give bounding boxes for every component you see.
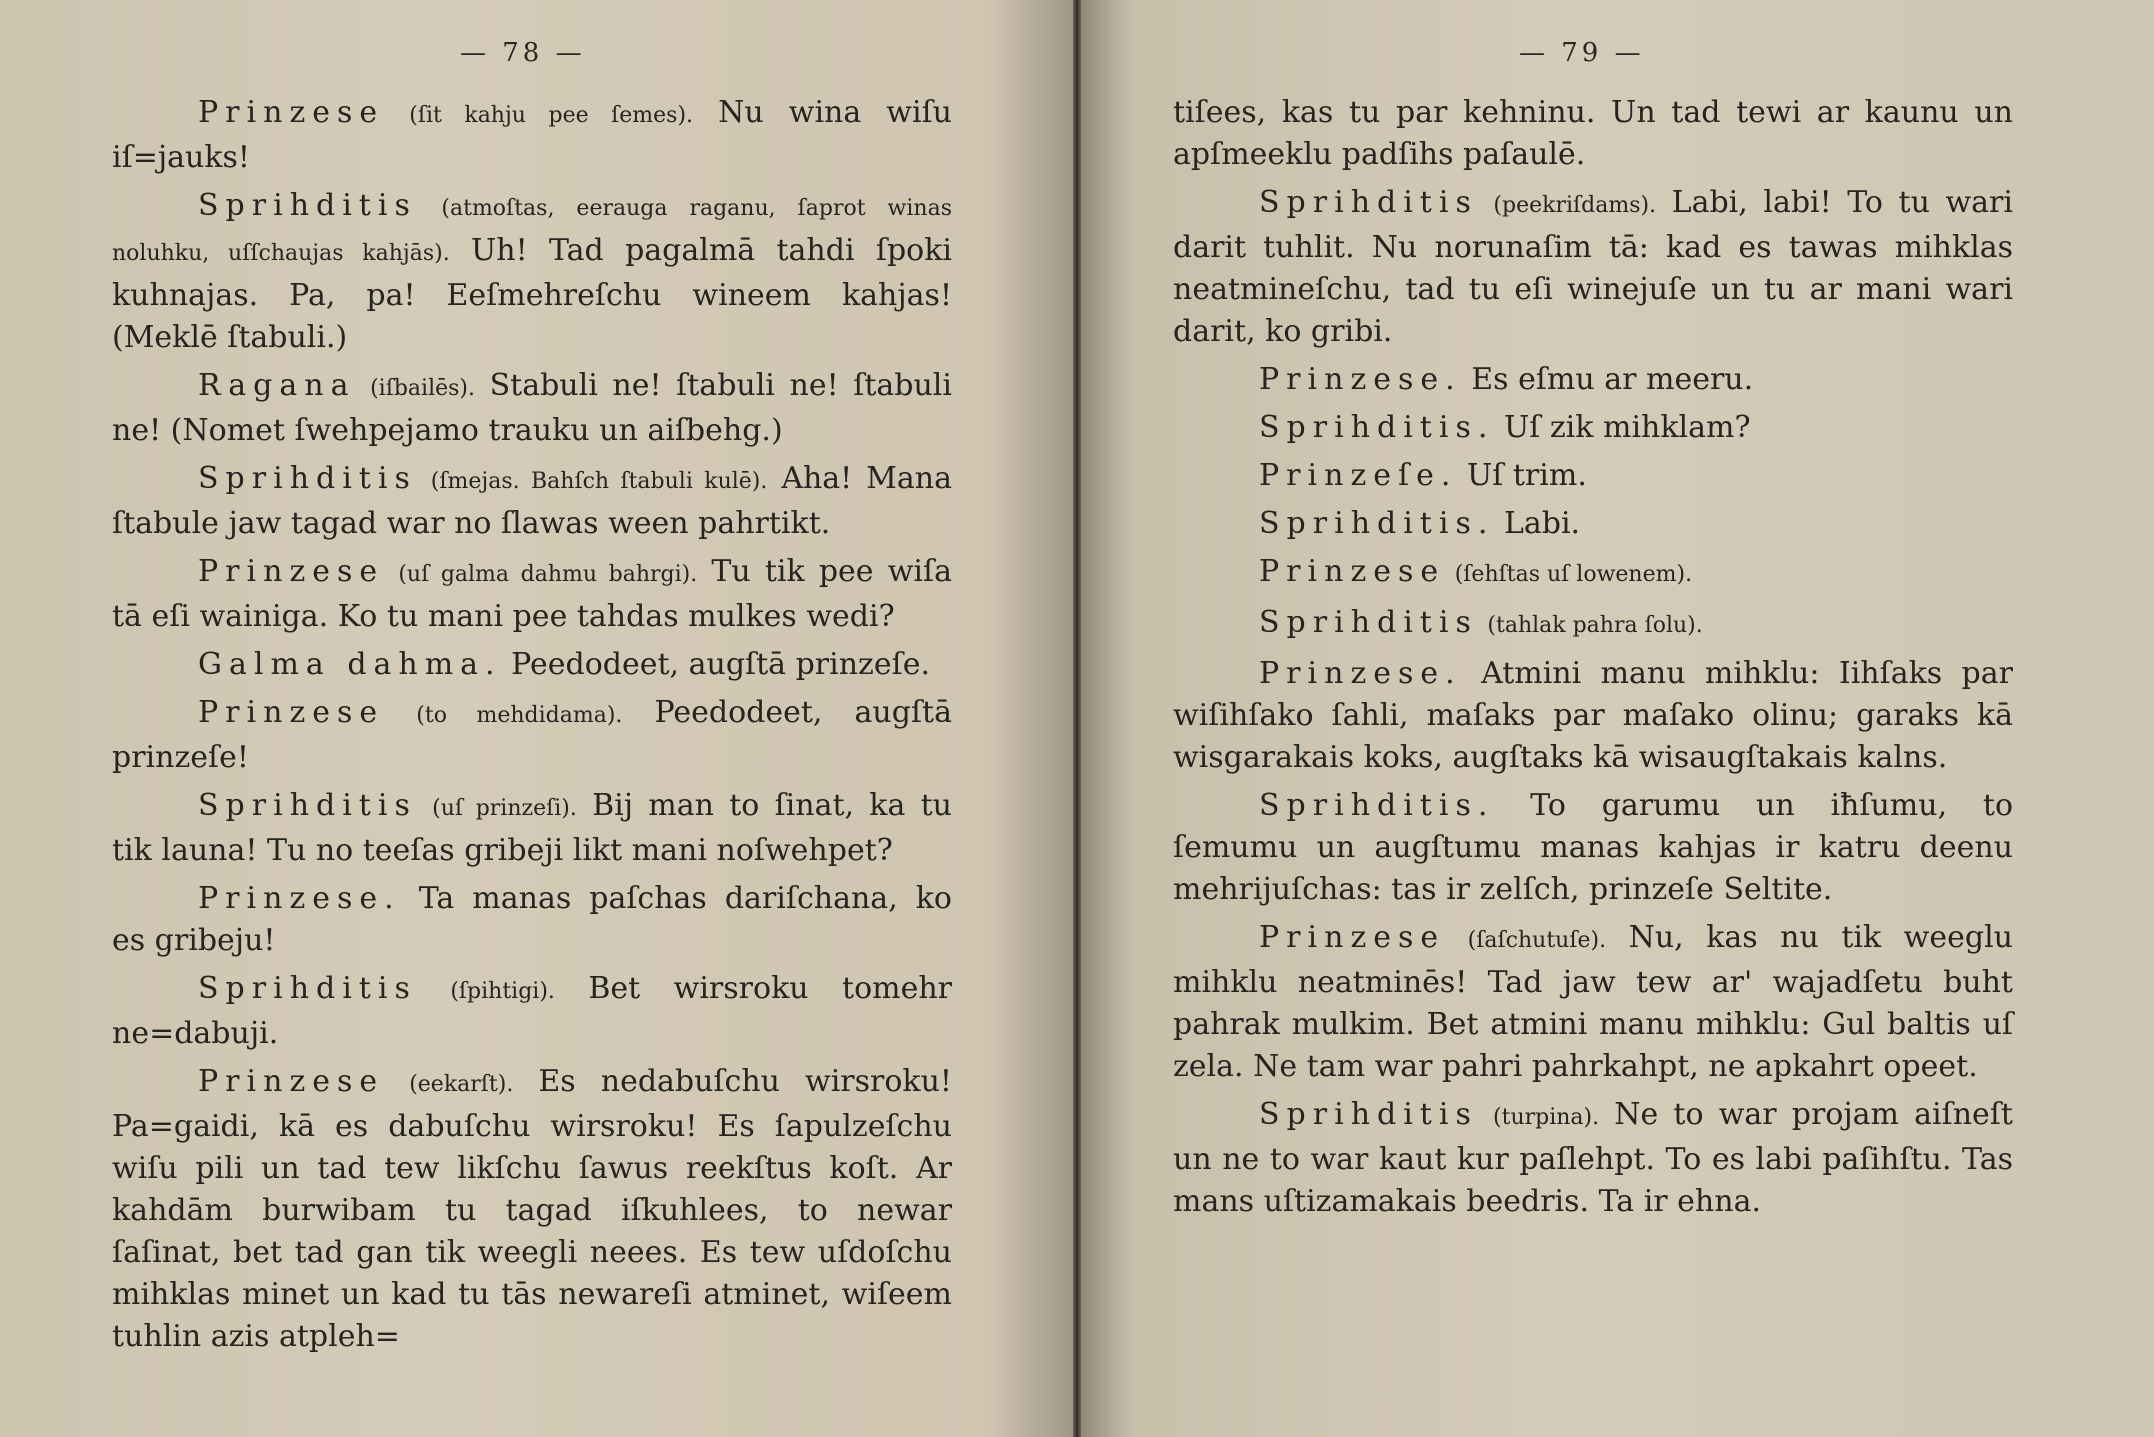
page-text: [1173, 92, 2013, 1229]
dialogue-paragraph: [112, 92, 952, 179]
dialogue-text: Peedodeet, augſtā prinzeſe!: [112, 695, 952, 775]
stage-direction: (eekarſt).: [409, 1072, 514, 1097]
dialogue-text: Uh! Tad pagalmā tahdi ſpoki kuhnajas. Pa, pa! Eeſmehreſchu wineem kahjas! (Meklē ſtabuli.): [112, 233, 952, 355]
dialogue-paragraph: [112, 692, 952, 779]
stage-direction: (tahlak pahra ſolu).: [1487, 613, 1703, 638]
dialogue-text: Ta manas paſchas dariſchana, ko es gribeju!: [112, 881, 952, 958]
stage-direction: (atmoſtas, eerauga raganu, ſaprot winas noluhku, uſſchaujas kahjās).: [112, 196, 952, 266]
dialogue-text: Stabuli ne! ſtabuli ne! ſtabuli ne! (Nomet ſwehpejamo trauku un aiſbehg.): [112, 368, 952, 448]
speaker-name: Galma dahma.: [198, 647, 502, 682]
speaker-name: Prinzese.: [1259, 362, 1462, 397]
dialogue-text: Bij man to ſinat, ka tu tik launa! Tu no teeſas gribeji likt mani noſwehpet?: [112, 788, 952, 868]
page-number: — 79 —: [1519, 38, 1645, 68]
stage-direction: (ſaſchutuſe).: [1467, 928, 1607, 953]
dialogue-paragraph: [112, 878, 952, 962]
speaker-name: Sprihditis: [1259, 1097, 1478, 1132]
dialogue-paragraph: [112, 365, 952, 452]
dialogue-paragraph: [112, 551, 952, 638]
stage-direction: (ſmejas. Bahſch ſtabuli kulē).: [430, 469, 768, 494]
dialogue-text: To garumu un iħſumu, to ſemumu un augſtumu manas kahjas ir katru deenu mehrijuſchas: tas ir zelſch, prinzeſe Seltite.: [1173, 788, 2014, 907]
dialogue-paragraph: [112, 968, 952, 1055]
dialogue-text: Uſ zik mihklam?: [1503, 410, 1751, 445]
speaker-name: Sprihditis: [1259, 185, 1478, 220]
dialogue-paragraph: [1173, 503, 2013, 545]
speaker-name: Prinzeſe.: [1259, 458, 1458, 493]
dialogue-paragraph: [112, 644, 952, 686]
speaker-name: Prinzese: [1259, 554, 1446, 589]
stage-direction: (to mehdidama).: [416, 703, 623, 728]
dialogue-paragraph: [1173, 407, 2013, 449]
stage-direction: (uſ galma dahmu bahrgi).: [398, 562, 698, 587]
dialogue-paragraph: [1173, 359, 2013, 401]
dialogue-text: Nu, kas nu tik weeglu mihklu neatminēs! Tad jaw tew ar' wajadſetu buht pahrak mulkim. Bet atmini manu mihklu: Gul baltis uſ zela. Ne tam war pahri pahrkahpt, ne apkahrt opeet.: [1173, 920, 2013, 1084]
dialogue-paragraph: [1173, 917, 2013, 1088]
speaker-name: Ragana: [198, 368, 356, 403]
stage-direction: (ſehſtas uſ lowenem).: [1454, 562, 1693, 587]
speaker-name: Prinzese: [198, 554, 385, 589]
dialogue-paragraph: [1173, 92, 2013, 176]
speaker-name: Prinzese: [1259, 920, 1446, 955]
dialogue-text: tiſees, kas tu par kehninu. Un tad tewi ar kaunu un apſmeeklu padſihs paſaulē.: [1173, 95, 2013, 172]
dialogue-text: Peedodeet, augſtā prinzeſe.: [511, 647, 931, 682]
speaker-name: Prinzese.: [198, 881, 401, 916]
dialogue-text: Es eſmu ar meeru.: [1471, 362, 1754, 397]
page-number: — 78 —: [460, 38, 586, 68]
dialogue-text: Bet wirsroku tomehr ne=dabuji.: [112, 971, 952, 1051]
dialogue-paragraph: [112, 785, 952, 872]
stage-direction: (uſ prinzeſi).: [432, 796, 577, 821]
dialogue-paragraph: [1173, 653, 2013, 779]
dialogue-paragraph: [1173, 182, 2013, 353]
dialogue-text: Uſ trim.: [1466, 458, 1587, 493]
speaker-name: Prinzese: [198, 695, 385, 730]
page-left: [0, 0, 1075, 1437]
stage-direction: (ſit kahju pee ſemes).: [409, 103, 694, 128]
speaker-name: Sprihditis: [198, 188, 417, 223]
dialogue-text: Atmini manu mihklu: Iihſaks par wiſihſako ſahli, maſaks par maſako olinu; garaks kā wisgarakais koks, augſtaks kā wisaugſtakais kalns.: [1173, 656, 2013, 775]
speaker-name: Sprihditis.: [1259, 410, 1495, 445]
dialogue-paragraph: [112, 1061, 952, 1358]
dialogue-paragraph: [1173, 785, 2013, 911]
dialogue-text: Es nedabuſchu wirsroku! Pa=gaidi, kā es dabuſchu wirsroku! Es ſapulzeſchu wiſu pili un tad tew likſchu ſawus reekſtus koſt. Ar kahdām burwibam tu tagad iſkuhlees, to newar ſaſinat, bet tad gan tik weegli neees. Es tew uſdoſchu mihklas minet un kad tu tās newareſi atminet, wiſeem tuhlin azis atpleh=: [112, 1064, 952, 1354]
page-right: [1079, 0, 2154, 1437]
speaker-name: Sprihditis: [198, 971, 417, 1006]
speaker-name: Sprihditis.: [1259, 788, 1495, 823]
stage-direction: (turpina).: [1493, 1105, 1600, 1130]
dialogue-text: Nu wina wiſu iſ=jauks!: [112, 95, 953, 175]
stage-direction: (peekriſdams).: [1493, 193, 1657, 218]
speaker-name: Sprihditis: [198, 461, 417, 496]
stage-direction: (ſpihtigi).: [450, 979, 555, 1004]
dialogue-text: Labi, labi! To tu wari darit tuhlit. Nu norunaſim tā: kad es tawas mihklas neatmineſchu, tad tu eſi winejuſe un tu ar mani wari darit, ko gribi.: [1173, 185, 2013, 349]
book-gutter: [1073, 0, 1081, 1437]
dialogue-paragraph: [112, 185, 952, 359]
speaker-name: Sprihditis.: [1259, 506, 1495, 541]
stage-direction: (iſbailēs).: [370, 376, 475, 401]
dialogue-text: Ne to war projam aiſneſt un ne to war kaut kur paſlehpt. To es labi paſihſtu. Tas mans uſtizamakais beedris. Ta ir ehna.: [1173, 1097, 2013, 1219]
dialogue-text: Aha! Mana ſtabule jaw tagad war no ſlawas ween pahrtikt.: [112, 461, 952, 541]
speaker-name: Sprihditis: [198, 788, 417, 823]
dialogue-paragraph: [112, 458, 952, 545]
dialogue-paragraph: [1173, 1094, 2013, 1223]
dialogue-paragraph: [1173, 602, 2013, 647]
dialogue-paragraph: [1173, 551, 2013, 596]
dialogue-paragraph: [1173, 455, 2013, 497]
dialogue-text: Labi.: [1503, 506, 1581, 541]
dialogue-text: Tu tik pee wiſa tā eſi wainiga. Ko tu mani pee tahdas mulkes wedi?: [112, 554, 952, 634]
speaker-name: Sprihditis: [1259, 605, 1478, 640]
speaker-name: Prinzese: [198, 1064, 385, 1099]
speaker-name: Prinzese: [198, 95, 385, 130]
page-text: [112, 92, 952, 1364]
speaker-name: Prinzese.: [1259, 656, 1462, 691]
